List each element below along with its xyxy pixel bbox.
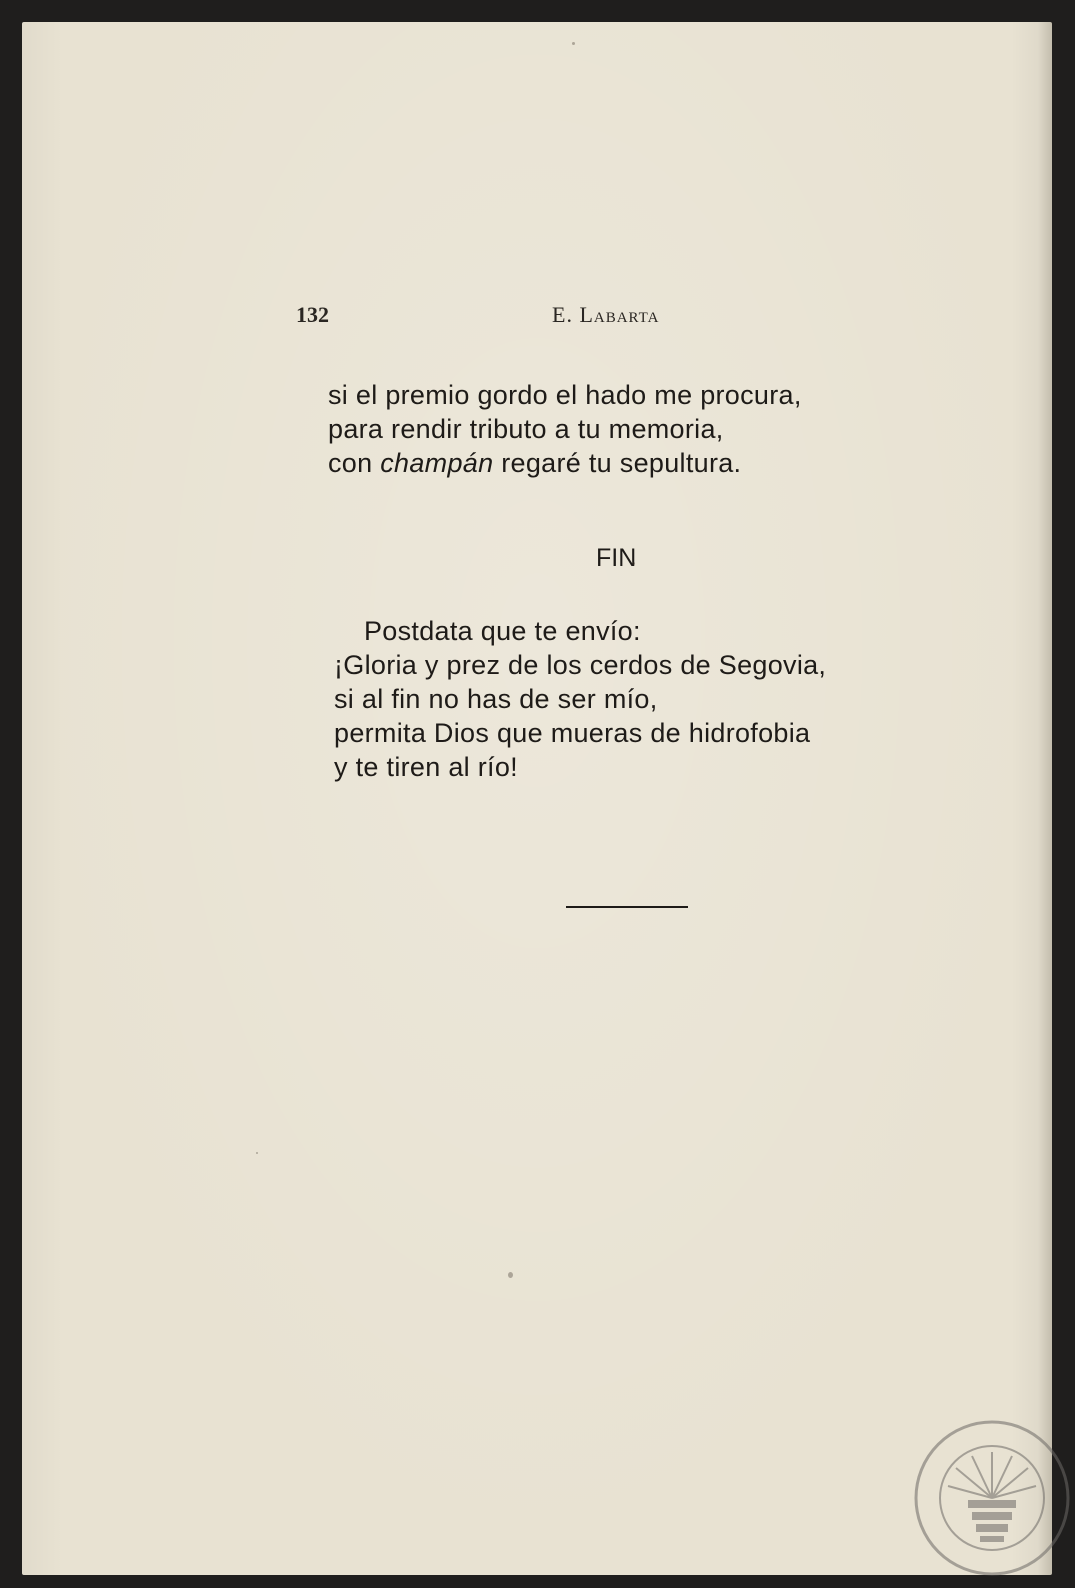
page-number: 132 — [296, 302, 329, 327]
verse-line: y te tiren al río! — [334, 752, 518, 782]
verse-line: permita Dios que mueras de hidrofobia — [334, 718, 811, 748]
stanza-top — [328, 378, 802, 480]
stanza-bottom — [334, 614, 826, 784]
verse-italic-word: champán — [380, 448, 494, 478]
page-header — [296, 302, 816, 332]
verse-line: si al fin no has de ser mío, — [334, 684, 658, 714]
verse-line: ¡Gloria y prez de los cerdos de Segovia, — [334, 650, 827, 680]
academy-seal-stamp — [912, 1418, 1072, 1578]
verse-line: para rendir tributo a tu memoria, — [328, 414, 724, 444]
verse-line: Postdata que te envío: — [364, 616, 641, 646]
verse-text: regaré tu sepultura. — [493, 448, 742, 478]
paper-speck — [632, 562, 635, 565]
verse-text: con — [328, 448, 381, 478]
section-title: FIN — [596, 544, 637, 572]
verse-line: si el premio gordo el hado me procura, — [328, 380, 802, 410]
paper-speck — [508, 1272, 513, 1278]
closing-rule — [566, 906, 688, 908]
book-page — [22, 22, 1052, 1575]
verse-line — [328, 446, 802, 480]
seal-sunburst-icon — [948, 1452, 1036, 1498]
page-edge-shadow — [1038, 22, 1052, 1575]
running-head: E. Labarta — [552, 302, 660, 327]
seal-tower-icon — [968, 1500, 1016, 1542]
paper-speck — [572, 42, 575, 45]
paper-speck — [256, 1152, 258, 1154]
